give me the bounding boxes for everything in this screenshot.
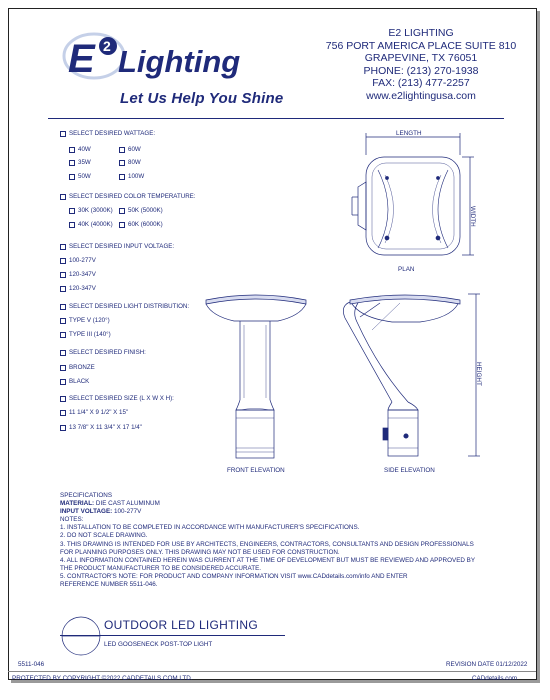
checkbox[interactable]: [119, 147, 125, 153]
checkbox[interactable]: [69, 160, 75, 166]
technical-drawings: [195, 125, 505, 485]
note-line: 3. THIS DRAWING IS INTENDED FOR USE BY ARCHITECTS, ENGINEERS, CONTRACTORS, CONSULTANTS AND DESIGN PROFESSIONALS: [60, 540, 474, 548]
product-title: OUTDOOR LED LIGHTING: [104, 618, 259, 632]
company-name: E2 LIGHTING: [388, 27, 454, 39]
checkbox[interactable]: [60, 365, 66, 371]
voltage-checkbox[interactable]: [60, 244, 66, 250]
width-label: WIDTH: [469, 206, 476, 227]
product-subtitle: LED GOOSENECK POST-TOP LIGHT: [104, 641, 213, 648]
tagline: Let Us Help You Shine: [120, 90, 284, 107]
plan-label: PLAN: [398, 266, 415, 273]
logo-word: Lighting: [118, 44, 241, 79]
length-label: LENGTH: [396, 130, 422, 137]
company-info: [306, 27, 536, 102]
distribution-option[interactable]: TYPE V (120°): [60, 317, 110, 324]
checkbox[interactable]: [119, 208, 125, 214]
wattage-option[interactable]: 40W: [69, 146, 91, 153]
voltage-option[interactable]: 100-277V: [60, 257, 96, 264]
checkbox[interactable]: [60, 425, 66, 431]
checkbox[interactable]: [69, 222, 75, 228]
color-temp-option[interactable]: 40K (4000K): [69, 221, 113, 228]
height-label: HEIGHT: [475, 362, 482, 386]
color-temp-option[interactable]: 60K (6000K): [119, 221, 163, 228]
note-line: 5. CONTRACTOR'S NOTE: FOR PRODUCT AND COMPANY INFORMATION VISIT www.CADdetails.com/info AND ENTER: [60, 572, 408, 580]
finish-option[interactable]: BLACK: [60, 378, 89, 385]
company-address-1: 756 PORT AMERICA PLACE SUITE 810: [325, 39, 517, 52]
note-line: 1. INSTALLATION TO BE COMPLETED IN ACCORDANCE WITH MANUFACTURER'S SPECIFICATIONS.: [60, 524, 360, 532]
distribution-heading: SELECT DESIRED LIGHT DISTRIBUTION:: [60, 303, 189, 310]
gooseneck-front: [343, 302, 392, 402]
voltage-option[interactable]: 120-347V: [60, 285, 96, 292]
spec-heading: SPECIFICATIONS: [60, 492, 113, 499]
voltage-option[interactable]: 120-347V: [60, 271, 96, 278]
cad-details-link[interactable]: CADdetails.com: [472, 675, 518, 682]
color-temp-heading: SELECT DESIRED COLOR TEMPERATURE:: [60, 193, 196, 200]
wattage-option[interactable]: 35W: [69, 159, 91, 166]
checkbox[interactable]: [119, 160, 125, 166]
wattage-checkbox[interactable]: [60, 131, 66, 137]
finish-option[interactable]: BRONZE: [60, 364, 95, 371]
side-elevation: [343, 294, 480, 456]
plan-body: [366, 157, 460, 255]
gooseneck-back: [355, 303, 408, 402]
logo-two: 2: [103, 38, 111, 54]
wattage-heading: SELECT DESIRED WATTAGE:: [60, 130, 155, 137]
revision-date: REVISION DATE 01/12/2022: [446, 661, 528, 668]
title-underline: [60, 635, 285, 636]
checkbox[interactable]: [69, 147, 75, 153]
note-line: REFERENCE NUMBER 5511-046.: [60, 581, 158, 589]
size-heading: SELECT DESIRED SIZE (L X W X H):: [60, 395, 174, 402]
company-fax: FAX: (213) 477-2257: [372, 77, 470, 89]
checkbox[interactable]: [69, 174, 75, 180]
company-address-2: GRAPEVINE, TX 76051: [364, 52, 478, 64]
specifications-block: [60, 492, 500, 589]
logo-e: E: [68, 37, 95, 81]
checkbox[interactable]: [60, 332, 66, 338]
note-line: 2. DO NOT SCALE DRAWING.: [60, 532, 148, 540]
size-checkbox[interactable]: [60, 396, 66, 402]
company-logo: [60, 26, 270, 96]
wattage-option[interactable]: 60W: [119, 146, 141, 153]
side-elevation-label: SIDE ELEVATION: [384, 467, 435, 474]
wattage-option[interactable]: 50W: [69, 173, 91, 180]
checkbox[interactable]: [60, 286, 66, 292]
size-option[interactable]: 11 1/4" X 9 1/2" X 15": [60, 409, 128, 416]
spec-voltage: INPUT VOLTAGE: 100-277V: [60, 508, 142, 516]
color-temp-option[interactable]: 30K (3000K): [69, 207, 113, 214]
color-temp-checkbox[interactable]: [60, 194, 66, 200]
checkbox[interactable]: [60, 318, 66, 324]
wattage-option[interactable]: 100W: [119, 173, 144, 180]
voltage-heading: SELECT DESIRED INPUT VOLTAGE:: [60, 243, 174, 250]
size-option[interactable]: 13 7/8" X 11 3/4" X 17 1/4": [60, 424, 142, 431]
front-elevation-label: FRONT ELEVATION: [227, 467, 285, 474]
color-temp-option[interactable]: 50K (5000K): [119, 207, 163, 214]
checkbox[interactable]: [60, 410, 66, 416]
checkbox[interactable]: [60, 258, 66, 264]
checkbox[interactable]: [119, 174, 125, 180]
checkbox[interactable]: [69, 208, 75, 214]
distribution-option[interactable]: TYPE III (140°): [60, 331, 111, 338]
company-phone: PHONE: (213) 270-1938: [363, 64, 479, 77]
copyright: PROTECTED BY COPYRIGHT ©2022 CADDETAILS.COM LTD.: [12, 675, 193, 682]
header-divider: [48, 118, 504, 119]
note-line: THE PRODUCT MANUFACTURER TO BE CONSIDERED ACCURATE.: [60, 564, 262, 572]
title-circle-icon: [58, 614, 104, 658]
finish-checkbox[interactable]: [60, 350, 66, 356]
notes-heading: NOTES:: [60, 516, 84, 524]
front-elevation: [206, 295, 306, 458]
note-line: 4. ALL INFORMATION CONTAINED HEREIN WAS CURRENT AT THE TIME OF DEVELOPMENT BUT MUST BE REVIEWED AND APPROVED BY: [60, 556, 476, 564]
wattage-option[interactable]: 80W: [119, 159, 141, 166]
checkbox[interactable]: [119, 222, 125, 228]
checkbox[interactable]: [60, 379, 66, 385]
note-line: FOR PLANNING PURPOSES ONLY. THIS DRAWING MAY NOT BE USED FOR CONSTRUCTION.: [60, 548, 340, 556]
distribution-checkbox[interactable]: [60, 304, 66, 310]
bottom-divider: [8, 671, 536, 672]
spec-material: MATERIAL: DIE CAST ALUMINUM: [60, 500, 160, 508]
reference-number: 5511-046: [18, 661, 45, 668]
checkbox[interactable]: [60, 272, 66, 278]
plan-bracket: [358, 182, 366, 230]
finish-heading: SELECT DESIRED FINISH:: [60, 349, 146, 356]
company-website[interactable]: www.e2lightingusa.com: [366, 89, 476, 102]
